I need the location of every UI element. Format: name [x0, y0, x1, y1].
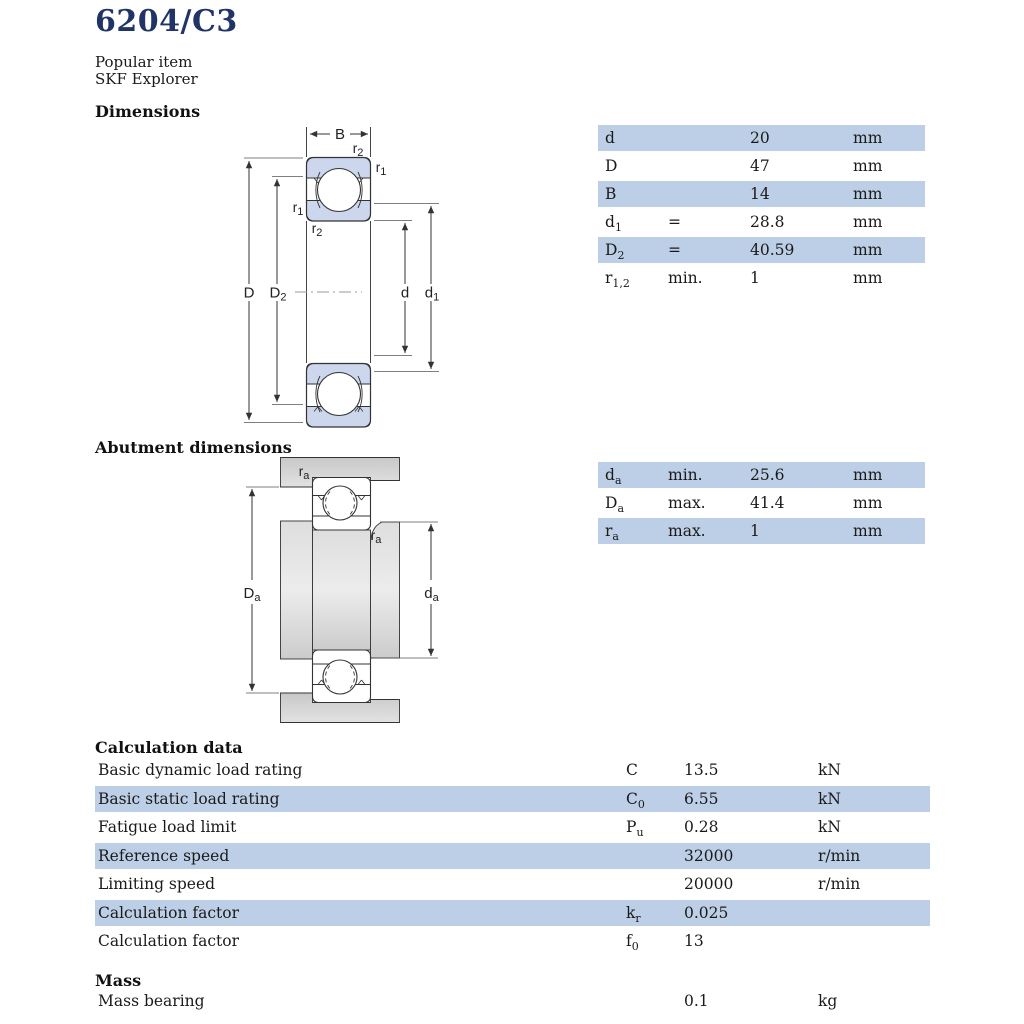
- bearing-upper-section: [307, 158, 371, 222]
- value-cell: 40.59: [750, 241, 795, 259]
- value-cell: 6.55: [684, 789, 719, 808]
- unit-cell: mm: [853, 213, 883, 231]
- r1-right-label: $r_1$: [375, 160, 387, 178]
- symbol-cell: [626, 988, 684, 1014]
- table-row: [598, 490, 925, 516]
- symbol-cell: $P_u$: [626, 818, 644, 840]
- label-cell: Basic static load rating: [98, 789, 280, 808]
- bore-diameter-dimension: [374, 221, 412, 356]
- qualifier-cell: max.: [668, 494, 706, 512]
- b-dimension-label: B: [334, 126, 346, 143]
- unit-cell: kN: [818, 761, 841, 779]
- r2-top-label: $r_2$: [352, 141, 364, 159]
- qualifier-cell: [668, 153, 750, 179]
- unit-cell: [818, 900, 930, 926]
- unit-cell: r/min: [818, 875, 861, 893]
- label-cell: Calculation factor: [98, 932, 239, 950]
- abutment-diagram: [238, 452, 446, 732]
- unit-cell: kN: [818, 818, 841, 836]
- unit-cell: mm: [853, 185, 883, 203]
- unit-cell: mm: [853, 129, 883, 147]
- table-row: [95, 871, 930, 897]
- value-cell: 1: [750, 522, 760, 540]
- table-row: [95, 786, 930, 812]
- qualifier-cell: =: [668, 213, 681, 231]
- qualifier-cell: min.: [668, 466, 703, 484]
- da-housing-dimension: [244, 487, 279, 693]
- table-row: [95, 843, 930, 869]
- table-row: [95, 814, 930, 840]
- mounted-bearing-upper: [313, 478, 371, 531]
- value-cell: 32000: [684, 846, 734, 865]
- ra-top-label: $r_a$: [298, 464, 310, 482]
- value-cell: 0.025: [684, 903, 729, 922]
- d2-label: $D_2$: [269, 284, 287, 304]
- ball: [318, 373, 361, 416]
- symbol-cell: C: [626, 761, 638, 779]
- da-shaft-label: $d_a$: [424, 585, 439, 604]
- symbol-cell: d: [605, 129, 615, 147]
- symbol-cell: [626, 871, 684, 897]
- da-housing-label: $D_a$: [243, 585, 261, 604]
- value-cell: 20000: [684, 875, 734, 893]
- symbol-cell: $k_r$: [626, 903, 641, 925]
- table-row: [95, 988, 930, 1014]
- symbol-cell: D: [605, 157, 618, 175]
- d-outer-label: D: [243, 284, 255, 302]
- symbol-cell: B: [605, 185, 617, 203]
- table-row: [598, 462, 925, 488]
- unit-cell: mm: [853, 157, 883, 175]
- ball: [318, 169, 361, 212]
- symbol-cell: $D_2$: [605, 241, 625, 263]
- table-row: [598, 237, 925, 263]
- value-cell: 0.1: [684, 992, 709, 1010]
- symbol-cell: $C_0$: [626, 789, 645, 811]
- table-row: [95, 757, 930, 783]
- value-cell: 13.5: [684, 761, 719, 779]
- r1-left-label: $r_1$: [292, 200, 304, 218]
- value-cell: 0.28: [684, 818, 719, 836]
- symbol-cell: $D_a$: [605, 494, 624, 516]
- table-row: [95, 928, 930, 954]
- symbol-cell: [626, 843, 684, 869]
- ra-right-label: $r_a$: [370, 528, 382, 546]
- unit-cell: [818, 928, 930, 954]
- ball: [323, 486, 357, 520]
- unit-cell: mm: [853, 494, 883, 512]
- calculation-heading: Calculation data: [95, 738, 243, 757]
- d-bore-label: d: [400, 284, 410, 302]
- qualifier-cell: =: [668, 241, 681, 259]
- value-cell: 47: [750, 157, 770, 175]
- subtitle: [95, 54, 198, 87]
- unit-cell: kN: [818, 789, 841, 808]
- value-cell: 25.6: [750, 466, 785, 484]
- mounted-bearing-lower: [313, 650, 371, 703]
- r2-bottom-label: $r_2$: [311, 221, 323, 239]
- value-cell: 13: [684, 932, 704, 950]
- value-cell: 20: [750, 129, 770, 147]
- label-cell: Limiting speed: [98, 875, 216, 893]
- symbol-cell: $f_0$: [626, 932, 639, 954]
- table-row: [598, 181, 925, 207]
- page-title: 6204/C3: [95, 4, 238, 39]
- dimensions-table: [598, 125, 925, 293]
- unit-cell: mm: [853, 269, 883, 287]
- unit-cell: mm: [853, 522, 883, 540]
- abutment-heading: Abutment dimensions: [95, 438, 292, 457]
- unit-cell: mm: [853, 466, 883, 484]
- label-cell: Mass bearing: [98, 992, 205, 1010]
- mass-table: [95, 988, 930, 1017]
- symbol-cell: $r_a$: [605, 522, 619, 544]
- label-cell: Calculation factor: [98, 903, 239, 922]
- bearing-lower-section: [307, 364, 371, 428]
- abutment-table: [598, 462, 925, 546]
- d1-label: $d_1$: [424, 284, 440, 304]
- calculation-table: [95, 757, 930, 957]
- qualifier-cell: [668, 181, 750, 207]
- mass-heading: Mass: [95, 971, 142, 990]
- bearing-dimensions-diagram: [228, 112, 448, 434]
- unit-cell: mm: [853, 241, 883, 259]
- symbol-cell: $d_1$: [605, 213, 622, 235]
- qualifier-cell: [668, 125, 750, 151]
- qualifier-cell: max.: [668, 522, 706, 540]
- b-dimension: [310, 126, 368, 143]
- table-row: [598, 265, 925, 291]
- unit-cell: kg: [818, 992, 838, 1010]
- label-cell: Reference speed: [98, 846, 230, 865]
- shaft-left-shoulder: [281, 521, 313, 659]
- value-cell: 1: [750, 269, 760, 287]
- table-row: [598, 518, 925, 544]
- unit-cell: r/min: [818, 846, 861, 865]
- shaft-seat: [313, 530, 371, 650]
- table-row: [598, 209, 925, 235]
- subtitle-skf-explorer: SKF Explorer: [95, 69, 198, 88]
- symbol-cell: $d_a$: [605, 466, 622, 488]
- table-row: [598, 125, 925, 151]
- value-cell: 41.4: [750, 494, 785, 512]
- symbol-cell: $r_{1,2}$: [605, 269, 630, 291]
- table-row: [598, 153, 925, 179]
- value-cell: 14: [750, 185, 770, 203]
- label-cell: Fatigue load limit: [98, 818, 237, 836]
- value-cell: 28.8: [750, 213, 785, 231]
- dimensions-heading: Dimensions: [95, 102, 201, 121]
- label-cell: Basic dynamic load rating: [98, 761, 303, 779]
- ball: [323, 660, 357, 694]
- subtitle-popular-item: Popular item: [95, 53, 193, 71]
- qualifier-cell: min.: [668, 269, 703, 287]
- table-row: [95, 900, 930, 926]
